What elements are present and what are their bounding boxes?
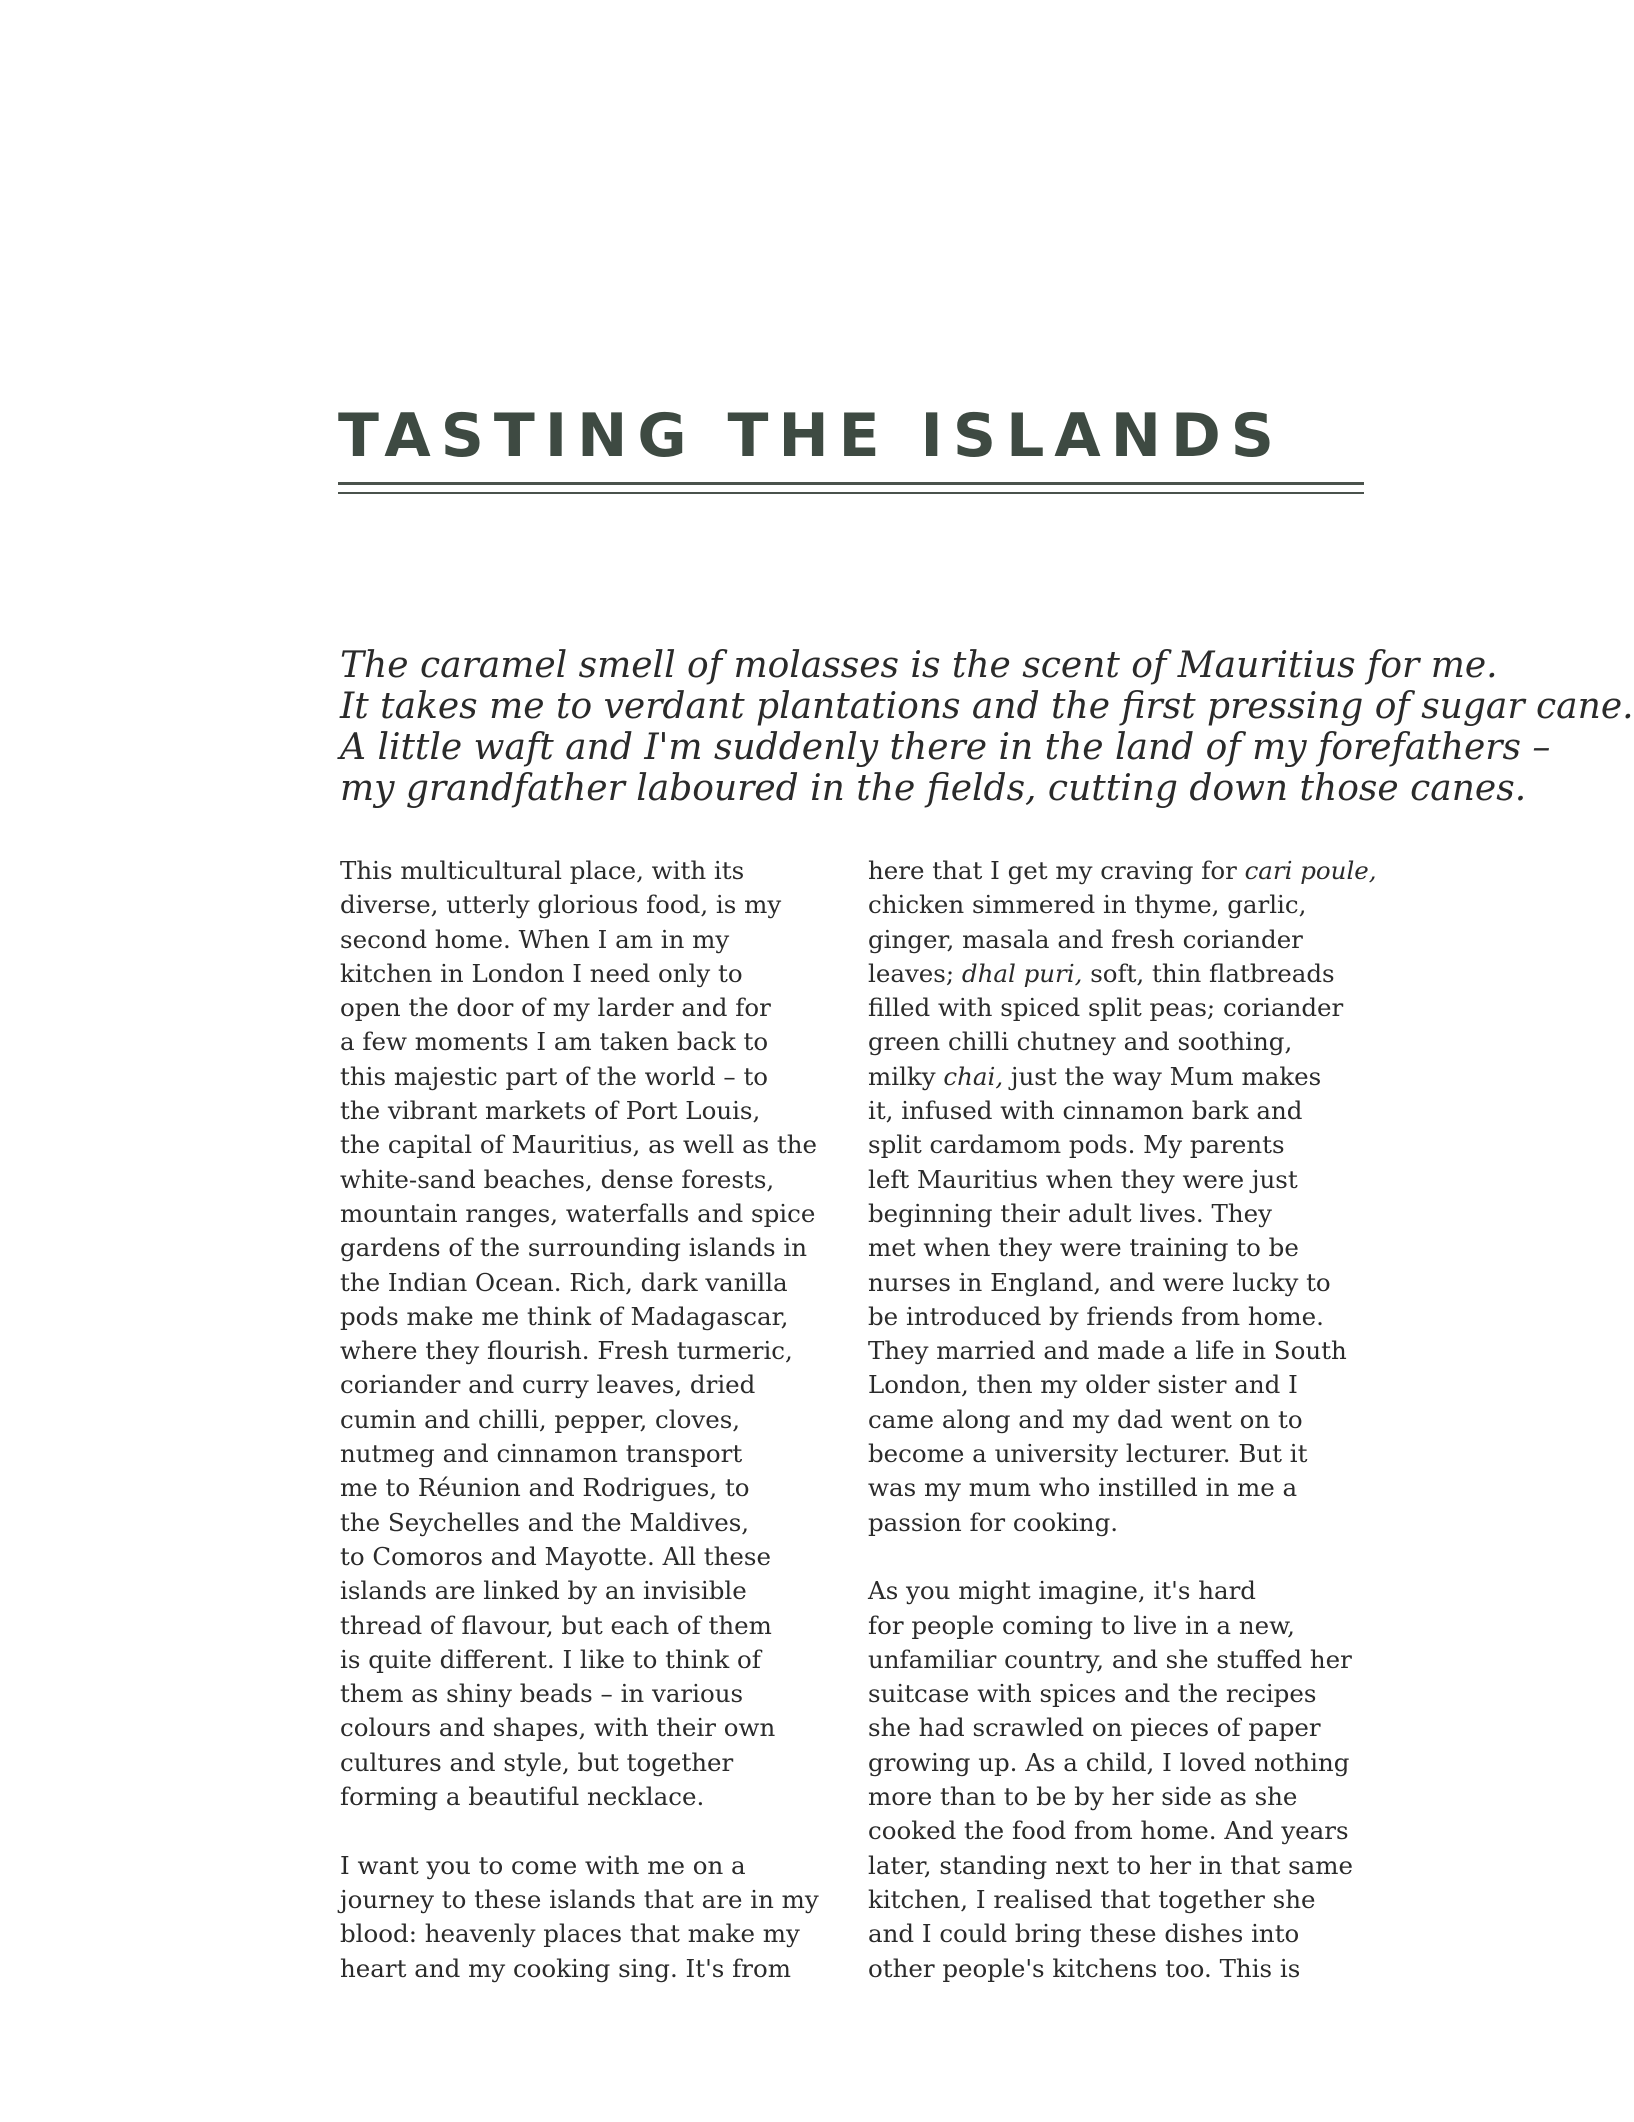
body-line: it, infused with cinnamon bark and [868,1096,1303,1126]
body-line: cultures and style, but together [340,1747,734,1777]
title-rule-top [338,482,1364,485]
right-paragraph-2 [868,1574,1368,1986]
body-line: cumin and chilli, pepper, cloves, [340,1404,741,1434]
body-line: leaves; dhal puri, soft, thin flatbreads [868,958,1335,988]
title-rule-bottom [338,492,1364,494]
body-line: me to Réunion and Rodrigues, to [340,1473,750,1503]
body-line: journey to these islands that are in my [340,1884,819,1914]
dish-name: cari poule, [1244,856,1377,885]
body-line: the Indian Ocean. Rich, dark vanilla [340,1267,788,1297]
body-line: split cardamom pods. My parents [868,1130,1285,1160]
paragraph-gap [868,1540,1368,1574]
body-line: to Comoros and Mayotte. All these [340,1541,771,1571]
body-line: milky chai, just the way Mum makes [868,1061,1322,1091]
intro-line: It takes me to verdant plantations and the first pressing of sugar cane. [340,686,1634,727]
body-line: other people's kitchens too. This is [868,1953,1301,1983]
body-line: open the door of my larder and for [340,993,771,1023]
body-line: chicken simmered in thyme, garlic, [868,890,1307,920]
dish-name: dhal puri, [961,958,1083,988]
body-line: London, then my older sister and I [868,1370,1298,1400]
body-line: for people coming to live in a new, [868,1610,1295,1640]
body-line: she had scrawled on pieces of paper [868,1713,1321,1743]
body-line: growing up. As a child, I loved nothing [868,1747,1350,1777]
body-line: passion for cooking. [868,1507,1119,1537]
intro-line: A little waft and I'm suddenly there in the land of my forefathers – [340,727,1551,768]
body-line: came along and my dad went on to [868,1404,1303,1434]
body-line: was my mum who instilled in me a [868,1473,1298,1503]
body-line: green chilli chutney and soothing, [868,1027,1293,1057]
body-line: become a university lecturer. But it [868,1439,1308,1469]
body-line: cooked the food from home. And years [868,1816,1349,1846]
right-column [868,854,1377,1986]
body-line: left Mauritius when they were just [868,1164,1298,1194]
body-line: diverse, utterly glorious food, is my [340,890,782,920]
body-line: This multicultural place, with its [340,856,745,885]
body-line: unfamiliar country, and she stuffed her [868,1644,1352,1674]
body-line: As you might imagine, it's hard [868,1576,1256,1606]
right-paragraph-1-rest [868,1094,1368,1540]
body-line: more than to be by her side as she [868,1782,1298,1812]
body-line: be introduced by friends from home. [868,1301,1324,1331]
body-line: this majestic part of the world – to [340,1061,769,1091]
body-line: them as shiny beads – in various [340,1679,744,1709]
body-line: beginning their adult lives. They [868,1198,1272,1228]
body-line: colours and shapes, with their own [340,1713,776,1743]
body-line: heart and my cooking sing. It's from [340,1953,791,1983]
paragraph-gap [340,1814,840,1848]
body-line: filled with spiced split peas; coriander [868,993,1344,1023]
body-line: kitchen in London I need only to [340,958,743,988]
body-line: white-sand beaches, dense forests, [340,1164,775,1194]
body-line: kitchen, I realised that together she [868,1884,1316,1914]
intro-line: my grandfather laboured in the fields, cutting down those canes. [340,768,1527,809]
body-line: I want you to come with me on a [340,1850,746,1880]
intro-quote [340,645,1634,809]
body-line: islands are linked by an invisible [340,1576,747,1606]
body-line: They married and made a life in South [868,1336,1347,1366]
body-line: thread of flavour, but each of them [340,1610,772,1640]
body-line: suitcase with spices and the recipes [868,1679,1317,1709]
body-line: nutmeg and cinnamon transport [340,1439,743,1469]
body-line: mountain ranges, waterfalls and spice [340,1198,816,1228]
body-line: gardens of the surrounding islands in [340,1233,807,1263]
body-line: pods make me think of Madagascar, [340,1301,789,1331]
body-line: here that I get my craving for cari poule, [868,856,1377,885]
body-line: second home. When I am in my [340,924,730,954]
body-line: blood: heavenly places that make my [340,1919,800,1949]
body-line: the Seychelles and the Maldives, [340,1507,750,1537]
body-line: coriander and curry leaves, dried [340,1370,756,1400]
body-line: met when they were training to be [868,1233,1299,1263]
body-line: the capital of Mauritius, as well as the [340,1130,818,1160]
body-line: is quite different. I like to think of [340,1644,761,1674]
body-line: the vibrant markets of Port Louis, [340,1096,761,1126]
left-column [340,854,840,1986]
body-line: where they flourish. Fresh turmeric, [340,1336,793,1366]
body-line: and I could bring these dishes into [868,1919,1300,1949]
body-line: later, standing next to her in that same [868,1850,1354,1880]
intro-line: The caramel smell of molasses is the scent of Mauritius for me. [340,645,1498,686]
dish-name: chai, [943,1061,1004,1091]
body-line: forming a beautiful necklace. [340,1782,705,1812]
chapter-title: TASTING THE ISLANDS [338,401,1284,471]
body-line: nurses in England, and were lucky to [868,1267,1331,1297]
body-line: ginger, masala and fresh coriander [868,924,1303,954]
body-line: a few moments I am taken back to [340,1027,769,1057]
